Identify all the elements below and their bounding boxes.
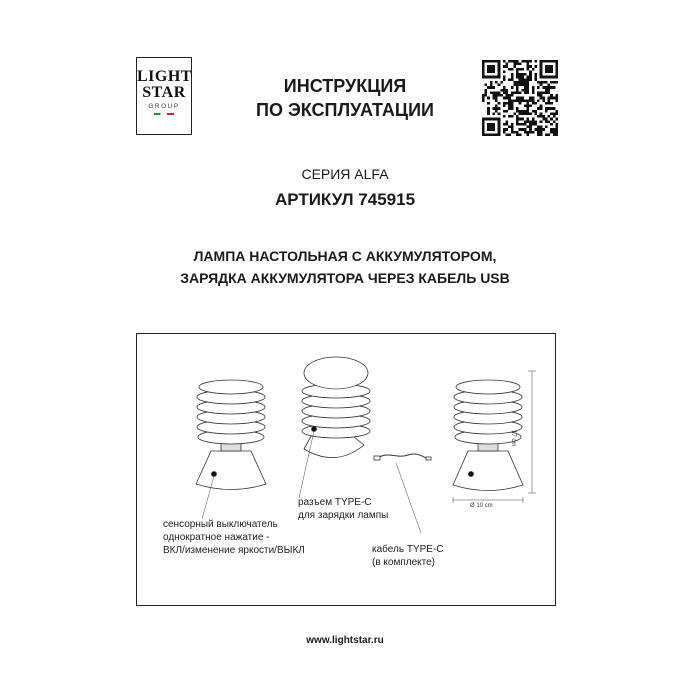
product-description [120,245,570,289]
logo-word-light: LIGHT [137,68,192,85]
sensor-callout-line-2: однократное нажатие - [163,532,270,543]
document-title [200,74,490,122]
brand-logo [136,57,192,135]
website-url: www.lightstar.ru [306,635,384,646]
sensor-switch-callout [163,518,363,557]
lamp-front-view [196,380,266,490]
italian-flag-stripe [154,113,174,115]
description-line-1: ЛАМПА НАСТОЛЬНАЯ С АККУМУЛЯТОРОМ, [193,248,497,264]
title-line-1: ИНСТРУКЦИЯ [283,76,407,96]
diameter-dimension-label: Ø 10 cm [470,503,493,509]
description-line-2: ЗАРЯДКА АККУМУЛЯТОРА ЧЕРЕЗ КАБЕЛЬ USB [180,270,510,286]
cable-callout-line-1: кабель TYPE-C [372,544,444,555]
port-callout-line-1: разъем TYPE-C [298,497,372,508]
article-label: АРТИКУЛ 745915 [274,190,416,209]
type-c-cable [374,454,431,460]
lamp-illustrations [136,333,556,606]
cable-callout-line-2: (в комплекте) [372,557,436,568]
cable-callout [372,543,492,569]
qr-code [482,60,558,136]
sensor-callout-line-3: ВКЛ/изменение яркости/ВЫКЛ [163,545,305,556]
charging-port-callout [298,496,438,522]
title-line-2: ПО ЭКСПЛУАТАЦИИ [256,100,434,120]
port-callout-line-2: для зарядки лампы [298,510,389,521]
logo-word-group: GROUP [148,103,180,110]
sensor-callout-line-1: сенсорный выключатель [163,519,278,530]
lamp-tilted-view [302,357,370,458]
height-dimension-label: 17 cm [510,430,516,447]
series-label: СЕРИЯ ALFA [301,166,389,182]
logo-word-star: STAR [142,84,186,101]
